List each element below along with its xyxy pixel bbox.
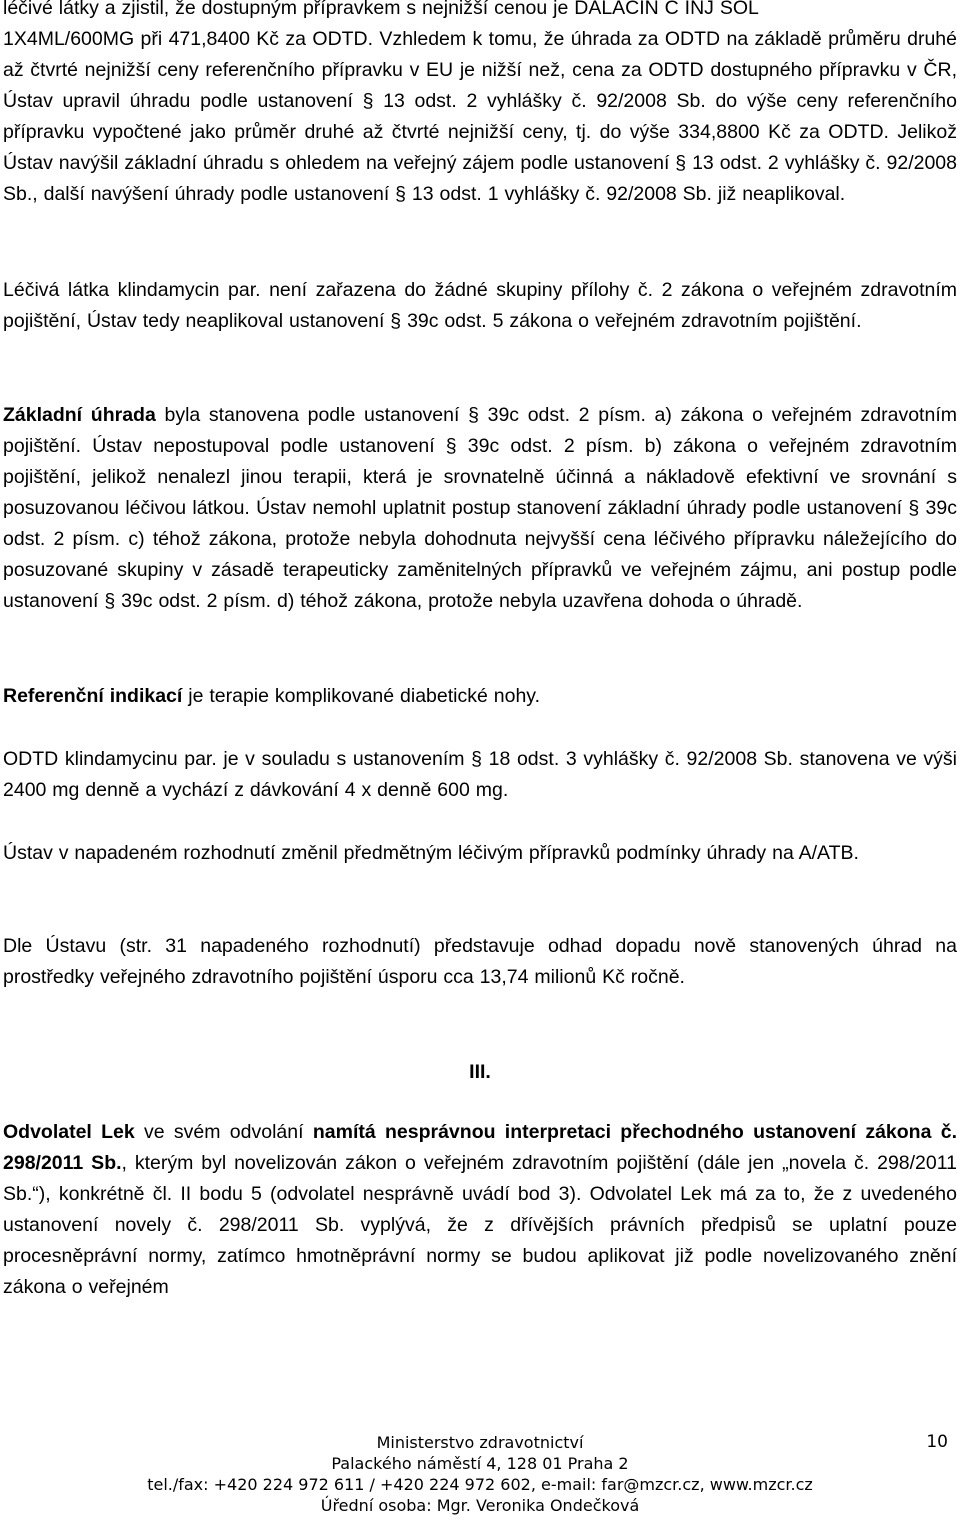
paragraph-text: je terapie komplikované diabetické nohy. <box>182 685 541 707</box>
paragraph-conditions-change: Ústav v napadeném rozhodnutí změnil předmětným léčivým přípravků podmínky úhrady na A/ATB. <box>3 842 859 864</box>
paragraph-group-assignment: Léčivá látka klindamycin par. není zařazena do žádné skupiny přílohy č. 2 zákona o veřejném zdravotním pojištění, Ústav tedy neaplikoval ustanovení § 39c odst. 5 zákona o veřejném zdravotním pojištění. <box>3 279 957 332</box>
page-number: 10 <box>926 1432 948 1452</box>
paragraph-text: léčivé látky a zjistil, že dostupným přípravkem s nejnižší cenou je DALACIN C INJ SOL <box>3 0 759 19</box>
bold-term: namítá nesprávnou interpretaci přechodného ustanovení zákona č. 298/2011 Sb. <box>3 1121 957 1174</box>
paragraph-budget-impact: Dle Ústavu (str. 31 napadeného rozhodnutí) představuje odhad dopadu nově stanovených úhrad na prostředky veřejného zdravotního pojištění úsporu cca 13,74 milionů Kč ročně. <box>3 935 957 988</box>
section-heading: III. <box>469 1061 491 1083</box>
paragraph-reimbursement-adjustment: 1X4ML/600MG při 471,8400 Kč za ODTD. Vzhledem k tomu, že úhrada za ODTD na základě průměru druhé až čtvrté nejnižší ceny referenčního přípravku v EU je nižší než, cena za ODTD dostupného přípravku v ČR, Ústav upravil úhradu podle ustanovení § 13 odst. 2 vyhlášky č. 92/2008 Sb. do výše ceny referenčního přípravku vypočtené jako průměr druhé až čtvrté nejnižší ceny, tj. do výše 334,8800 Kč za ODTD. Jelikož Ústav navýšil základní úhradu s ohledem na veřejný zájem podle ustanovení § 13 odst. 2 vyhlášky č. 92/2008 Sb., další navýšení úhrady podle ustanovení § 13 odst. 1 vyhlášky č. 92/2008 Sb. již neaplikoval. <box>3 28 957 205</box>
paragraph-odtd: ODTD klindamycinu par. je v souladu s ustanovením § 18 odst. 3 vyhlášky č. 92/2008 Sb. stanovena ve výši 2400 mg denně a vychází z dávkování 4 x denně 600 mg. <box>3 748 957 801</box>
paragraph-reference-indication <box>3 681 957 712</box>
paragraph-text: , kterým byl novelizován zákon o veřejném zdravotním pojištění (dále jen „novela č. 298/2011 Sb.“), konkrétně čl. II bodu 5 (odvolatel nesprávně uvádí bod 3). Odvolatel Lek má za to, že z uvedeného ustanovení novely č. 298/2011 Sb. vyplývá, že z dřívějších právních předpisů se uplatní pouze procesněprávní normy, zatímco hmotněprávní normy se budou aplikovat již podle novelizovaného znění zákona o veřejném <box>3 1152 957 1298</box>
footer-ministry: Ministerstvo zdravotnictví <box>376 1433 584 1452</box>
paragraph-basic-reimbursement <box>3 400 957 617</box>
bold-term: Odvolatel Lek <box>3 1121 135 1143</box>
page-footer <box>0 1432 960 1516</box>
paragraph-appeal <box>3 1117 957 1303</box>
bold-term: Základní úhrada <box>3 404 156 426</box>
paragraph-line-top <box>3 0 957 24</box>
footer-official: Úřední osoba: Mgr. Veronika Ondečková <box>320 1496 640 1515</box>
paragraph-text: byla stanovena podle ustanovení § 39c odst. 2 písm. a) zákona o veřejném zdravotním pojištění. Ústav nepostupoval podle ustanovení § 39c odst. 2 písm. b) zákona o veřejném zdravotním pojištění, jelikož nenalezl jinou terapii, která je srovnatelně účinná a nákladově efektivní ve srovnání s posuzovanou léčivou látkou. Ústav nemohl uplatnit postup stanovení základní úhrady podle ustanovení § 39c odst. 2 písm. c) téhož zákona, protože nebyla dohodnuta nejvyšší cena léčivého přípravku náležejícího do posuzované skupiny v zásadě terapeuticky zaměnitelných přípravků ve veřejném zájmu, ani postup podle ustanovení § 39c odst. 2 písm. d) téhož zákona, protože nebyla uzavřena dohoda o úhradě. <box>3 404 957 612</box>
footer-address: Palackého náměstí 4, 128 01 Praha 2 <box>331 1454 629 1473</box>
paragraph-text: ve svém odvolání <box>134 1121 313 1143</box>
footer-contact: tel./fax: +420 224 972 611 / +420 224 972 602, e-mail: far@mzcr.cz, www.mzcr.cz <box>147 1475 813 1494</box>
bold-term: Referenční indikací <box>3 685 183 707</box>
